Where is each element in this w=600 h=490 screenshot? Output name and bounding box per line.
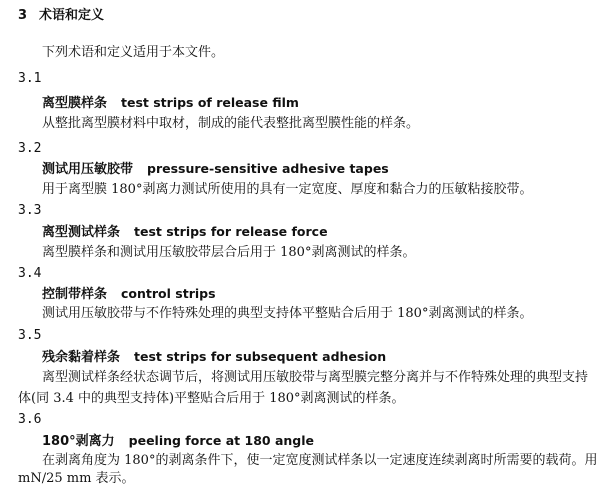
- term-heading: [42, 159, 389, 179]
- term-heading: [42, 347, 386, 367]
- term-chinese: 残余黏着样条: [42, 350, 121, 365]
- term-english: pressure-sensitive adhesive tapes: [147, 161, 389, 176]
- term-chinese: 控制带样条: [42, 287, 108, 302]
- term-definition: 离型测试样条经状态调节后，将测试用压敏胶带与离型膜完整分离并与不作特殊处理的典型支持: [42, 370, 589, 385]
- term-definition: 用于离型膜 180°剥离力测试所使用的具有一定宽度、厚度和黏合力的压敏粘接胶带。: [42, 182, 533, 197]
- term-number: 3.2: [18, 141, 42, 156]
- term-number: 3.4: [18, 266, 42, 281]
- term-definition: 测试用压敏胶带与不作特殊处理的典型支持体平整贴合后用于 180°剥离测试的样条。: [42, 306, 533, 321]
- term-number: 3.3: [18, 203, 42, 218]
- term-definition: 从整批离型膜材料中取材，制成的能代表整批离型膜性能的样条。: [42, 116, 420, 131]
- term-heading: [42, 431, 314, 451]
- term-english: test strips for subsequent adhesion: [134, 349, 387, 364]
- section-title: 术语和定义: [39, 8, 105, 23]
- term-heading: [42, 93, 299, 113]
- term-number: 3.5: [18, 328, 42, 343]
- term-chinese: 180°剥离力: [42, 434, 115, 449]
- term-chinese: 测试用压敏胶带: [42, 162, 134, 177]
- term-definition: 离型膜样条和测试用压敏胶带层合后用于 180°剥离测试的样条。: [42, 245, 416, 260]
- intro-text: 下列术语和定义适用于本文件。: [42, 45, 225, 60]
- term-english: control strips: [121, 286, 216, 301]
- term-chinese: 离型测试样条: [42, 225, 121, 240]
- term-chinese: 离型膜样条: [42, 96, 108, 111]
- term-heading: [42, 284, 216, 304]
- term-definition-continued: mN/25 mm 表示。: [18, 471, 135, 486]
- term-definition-continued: 体(同 3.4 中的典型支持体)平整贴合后用于 180°剥离测试的样条。: [18, 391, 405, 406]
- term-english: test strips of release film: [121, 95, 299, 110]
- term-number: 3.1: [18, 71, 42, 86]
- term-number: 3.6: [18, 412, 42, 427]
- term-english: test strips for release force: [134, 224, 328, 239]
- section-heading: [18, 6, 104, 26]
- term-definition: 在剥离角度为 180°的剥离条件下，使一定宽度测试样条以一定速度连续剥离时所需要的载荷。用: [42, 453, 598, 468]
- term-heading: [42, 222, 328, 242]
- section-number: 3: [18, 8, 28, 23]
- term-english: peeling force at 180 angle: [128, 433, 314, 448]
